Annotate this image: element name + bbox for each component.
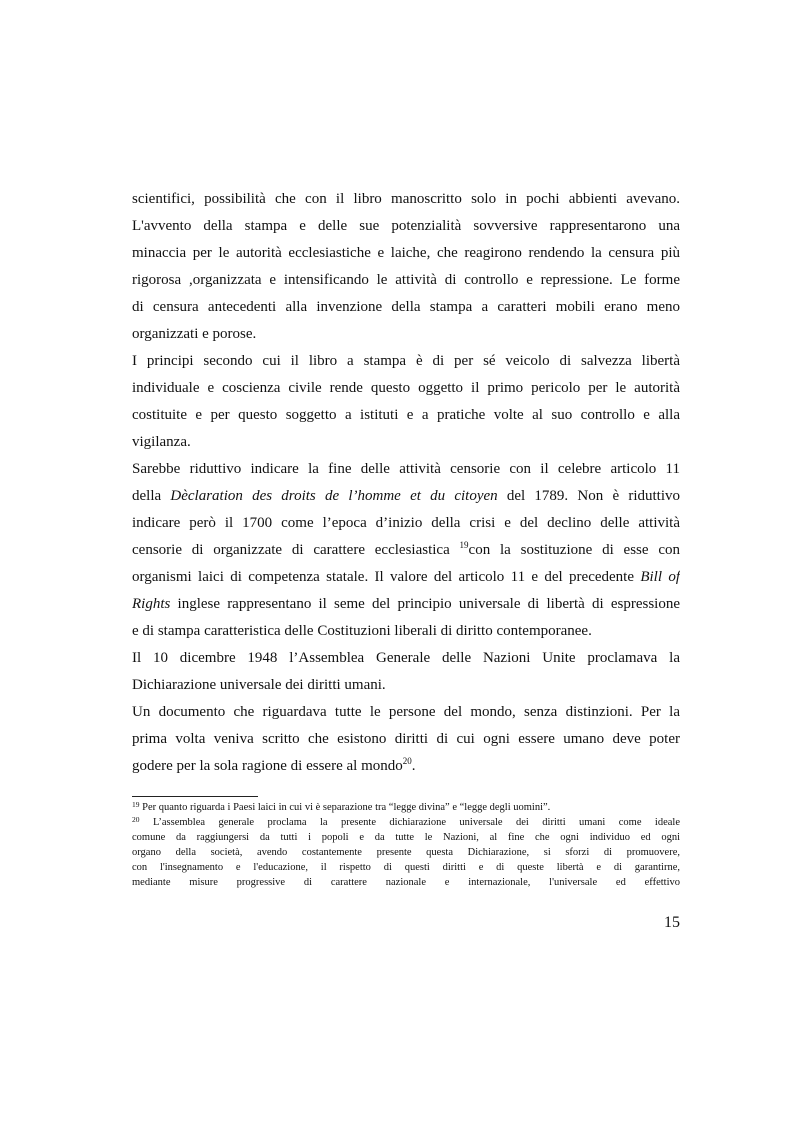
text-line: indicare però il 1700 come l’epoca d’inizio della crisi e del declino delle attività: [132, 515, 680, 531]
text-run: censorie di organizzate di carattere ecclesiastica: [132, 542, 460, 558]
text-line: scientifici, possibilità che con il libro manoscritto solo in pochi abbienti avevano.: [132, 191, 680, 207]
footnote-line: organo della società, avendo costantemente presente questa Dichiarazione, si sforzi di promuovere,: [132, 847, 680, 858]
footnote-text: L’assemblea generale proclama la presente dichiarazione universale dei diritti umani come ideale: [139, 817, 680, 828]
text-run: con la sostituzione di esse con: [468, 542, 680, 558]
page-number: 15: [664, 914, 680, 931]
body-text: [132, 186, 680, 780]
text-line: Sarebbe riduttivo indicare la fine delle attività censorie con il celebre articolo 11: [132, 461, 680, 477]
text-line: prima volta veniva scritto che esistono diritti di cui ogni essere umano deve poter: [132, 731, 680, 747]
text-line: [132, 564, 680, 591]
text-line: individuale e coscienza civile rende questo oggetto il primo pericolo per le autorità: [132, 380, 680, 396]
text-line: organizzati e porose.: [132, 326, 257, 342]
text-run: godere per la sola ragione di essere al mondo: [132, 758, 403, 774]
text-run: .: [411, 758, 416, 774]
text-line: [132, 483, 680, 510]
text-line: [132, 753, 680, 780]
text-line: I principi secondo cui il libro a stampa è di per sé veicolo di salvezza libertà: [132, 353, 680, 369]
text-line: rigorosa ,organizzata e intensificando le attività di controllo e repressione. Le forme: [132, 272, 680, 288]
text-run: organismi laici di competenza statale. Il valore del articolo 11 e del precedente: [132, 569, 641, 585]
footnotes: [132, 800, 680, 890]
text-line: [132, 537, 680, 564]
text-line: L'avvento della stampa e delle sue potenzialità sovversive rappresentarono una: [132, 218, 680, 234]
text-line: costituite e per questo soggetto a istituti e a pratiche volte al suo controllo e alla: [132, 407, 680, 423]
text-line: [132, 591, 680, 618]
footnote-ref-20[interactable]: 20: [402, 756, 412, 766]
footnote-text: Per quanto riguarda i Paesi laici in cui vi è separazione tra “legge divina” e “legge degli uomini”.: [139, 802, 551, 813]
bill-of-rights-title: Rights: [132, 596, 171, 612]
footnote-line: mediante misure progressive di carattere nazionale e internazionale, l'universale ed effettivo: [132, 877, 680, 888]
text-line: e di stampa caratteristica delle Costituzioni liberali di diritto contemporanee.: [132, 623, 592, 639]
text-run: del 1789. Non è riduttivo: [497, 488, 680, 504]
footnote-line: con l'insegnamento e l'educazione, il rispetto di questi diritti e di queste libertà e di garantirne,: [132, 862, 680, 873]
footnote-ref-19[interactable]: 19: [459, 540, 469, 550]
bill-of-rights-title: Bill of: [640, 569, 680, 585]
footnote-number: 20: [132, 815, 140, 824]
footnote-19: [132, 800, 680, 815]
footnote-20: [132, 815, 680, 830]
declaration-title: Dèclaration des droits de l’homme et du citoyen: [170, 488, 498, 504]
text-run: della: [132, 488, 171, 504]
text-line: Dichiarazione universale dei diritti umani.: [132, 677, 386, 693]
text-line: vigilanza.: [132, 434, 191, 450]
footnote-separator: [132, 796, 258, 797]
text-line: di censura antecedenti alla invenzione della stampa a caratteri mobili erano meno: [132, 299, 680, 315]
footnote-number: 19: [132, 800, 140, 809]
text-line: minaccia per le autorità ecclesiastiche e laiche, che reagirono rendendo la censura più: [132, 245, 680, 261]
text-run: inglese rappresentano il seme del principio universale di libertà di espressione: [170, 596, 680, 612]
text-line: Un documento che riguardava tutte le persone del mondo, senza distinzioni. Per la: [132, 704, 680, 720]
footnote-line: comune da raggiungersi da tutti i popoli e da tutte le Nazioni, al fine che ogni individuo ed ogni: [132, 832, 680, 843]
text-line: Il 10 dicembre 1948 l’Assemblea Generale delle Nazioni Unite proclamava la: [132, 650, 680, 666]
